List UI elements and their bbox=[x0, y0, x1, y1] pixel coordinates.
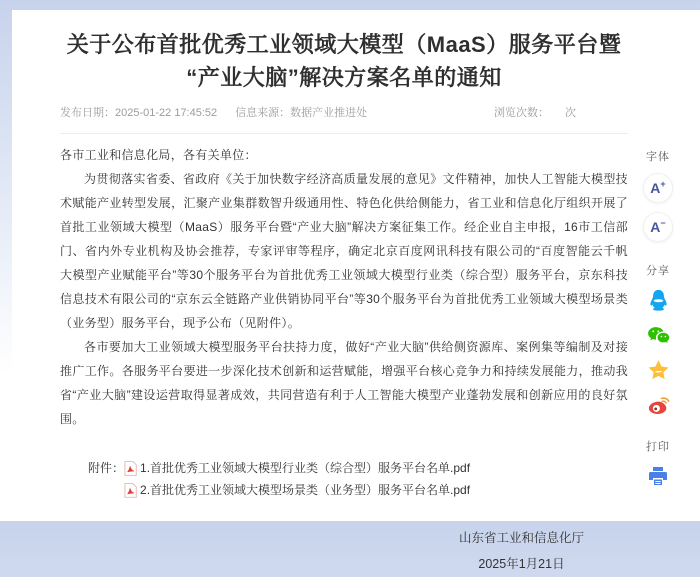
plus-sign: + bbox=[660, 179, 666, 189]
source-label: 信息来源： bbox=[235, 107, 291, 119]
attachments-label: 附件： bbox=[88, 461, 125, 475]
publish-date-value: 2025-01-22 17:45:52 bbox=[115, 107, 218, 119]
publish-date-label: 发布日期： bbox=[60, 107, 115, 119]
signature-block bbox=[459, 525, 584, 577]
font-size-label: 字体 bbox=[646, 151, 670, 163]
salutation: 各市工业和信息化局，各有关单位： bbox=[60, 148, 257, 162]
qzone-share-icon[interactable] bbox=[645, 357, 671, 383]
font-decrease-button[interactable] bbox=[643, 212, 673, 242]
meta-divider bbox=[60, 133, 628, 134]
wechat-share-icon[interactable] bbox=[645, 322, 671, 348]
attachments bbox=[88, 457, 628, 501]
print-icon[interactable] bbox=[645, 463, 671, 489]
attachment-link-1[interactable] bbox=[124, 457, 470, 479]
page-title-line2: “产业大脑”解决方案名单的通知 bbox=[186, 65, 502, 90]
font-increase-text: A bbox=[650, 180, 661, 196]
attachment-list bbox=[124, 457, 470, 501]
notice-article bbox=[60, 28, 628, 577]
minus-sign: − bbox=[660, 218, 666, 228]
article-body bbox=[60, 143, 628, 431]
signature-date: 2025年1月21日 bbox=[478, 557, 565, 571]
font-increase-button[interactable] bbox=[643, 173, 673, 203]
pdf-icon bbox=[124, 461, 137, 476]
source-value: 数据产业推进处 bbox=[290, 107, 368, 119]
share-label: 分享 bbox=[646, 265, 670, 277]
font-decrease-text: A bbox=[650, 219, 661, 235]
body-paragraph-1: 为贯彻落实省委、省政府《关于加快数字经济高质量发展的意见》文件精神，加快人工智能大模型技术赋能产业转型发展，汇聚产业集群数智升级通用性、特色化供给侧能力，省工业和信息化厅组织开展了首批工业领域大模型（MaaS）服务平台暨“产业大脑”解决方案征集工作。经企业自主申报，16市工信部门、省内外专业机构及协会推荐，专家评审等程序，确定北京百度网讯科技有限公司的“百度智能云千帆大模型产业赋能平台”等30个服务平台为首批优秀工业领域大模型行业类（综合型）服务平台，京东科技信息技术有限公司的“京东云全链路产业供销协同平台”等30个服务平台为首批优秀工业领域大模型场景类（业务型）服务平台，现予公布（见附件）。 bbox=[60, 172, 628, 330]
article-card bbox=[12, 10, 700, 571]
page-title-line1: 关于公布首批优秀工业领域大模型（MaaS）服务平台暨 bbox=[66, 32, 622, 57]
side-toolbar bbox=[638, 148, 678, 489]
article-meta-right bbox=[494, 104, 576, 120]
signature-org: 山东省工业和信息化厅 bbox=[458, 531, 584, 545]
attachment-name-2: 2.首批优秀工业领域大模型场景类（业务型）服务平台名单.pdf bbox=[140, 483, 471, 497]
article-meta-left bbox=[60, 104, 367, 120]
page-title bbox=[60, 28, 628, 94]
qq-share-icon[interactable] bbox=[645, 287, 671, 313]
print-label: 打印 bbox=[646, 441, 670, 453]
attachment-name-1: 1.首批优秀工业领域大模型行业类（综合型）服务平台名单.pdf bbox=[140, 461, 471, 475]
attachment-link-2[interactable] bbox=[124, 479, 470, 501]
weibo-share-icon[interactable] bbox=[645, 392, 671, 418]
pdf-icon bbox=[124, 483, 137, 498]
body-paragraph-2: 各市要加大工业领域大模型服务平台扶持力度，做好“产业大脑”供给侧资源库、案例集等编制及对接推广工作。各服务平台要进一步深化技术创新和运营赋能，增强平台核心竞争力和持续发展能力，推动我省“产业大脑”建设运营取得显著成效，共同营造有利于人工智能大模型产业蓬勃发展和创新应用的良好氛围。 bbox=[60, 340, 628, 426]
views-suffix: 次 bbox=[565, 107, 576, 119]
article-meta bbox=[60, 104, 628, 120]
views-label: 浏览次数： bbox=[494, 107, 549, 119]
